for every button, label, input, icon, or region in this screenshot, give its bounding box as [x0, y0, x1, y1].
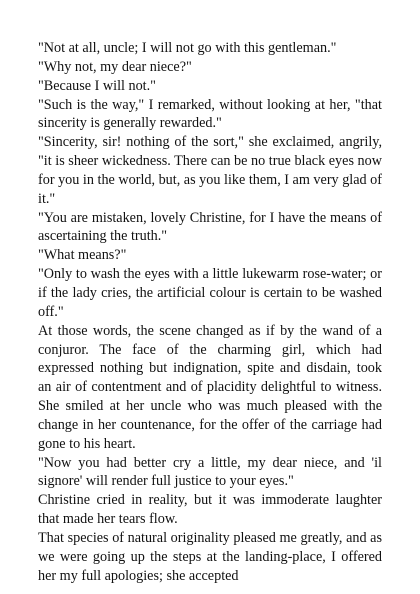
paragraph: "Why not, my dear niece?" [38, 58, 192, 75]
paragraph: "Only to wash the eyes with a little lukewarm rose-water; or if the lady cries, the artificial colour is certain to be washed off." [38, 266, 382, 320]
paragraph: "Sincerity, sir! nothing of the sort," she exclaimed, angrily, "it is sheer wickedness. There can be no true black eyes now for you in the world, but, as you like them, I am very glad of it." [38, 134, 382, 207]
page-body [38, 39, 382, 585]
paragraph: "What means?" [38, 247, 127, 264]
paragraph: "Now you had better cry a little, my dear niece, and 'il signore' will render full justice to your eyes." [38, 454, 382, 490]
paragraph: "Because I will not." [38, 77, 156, 94]
paragraph: Christine cried in reality, but it was immoderate laughter that made her tears flow. [38, 492, 382, 528]
paragraph: At those words, the scene changed as if by the wand of a conjuror. The face of the charming girl, which had expressed nothing but indignation, spite and disdain, took an air of contentment and of placidity delightful to witness. She smiled at her uncle who was much pleased with the change in her countenance, for the offer of the carriage had gone to his heart. [38, 322, 382, 452]
paragraph: "Not at all, uncle; I will not go with this gentleman." [38, 40, 337, 56]
paragraph: "Such is the way," I remarked, without looking at her, "that sincerity is generally rewarded." [38, 96, 382, 132]
paragraph-last: That species of natural originality pleased me greatly, and as we were going up the steps at the landing-place, I offered her my full apologies; she accepted [38, 529, 382, 584]
paragraph: "You are mistaken, lovely Christine, for I have the means of ascertaining the truth." [38, 209, 382, 245]
